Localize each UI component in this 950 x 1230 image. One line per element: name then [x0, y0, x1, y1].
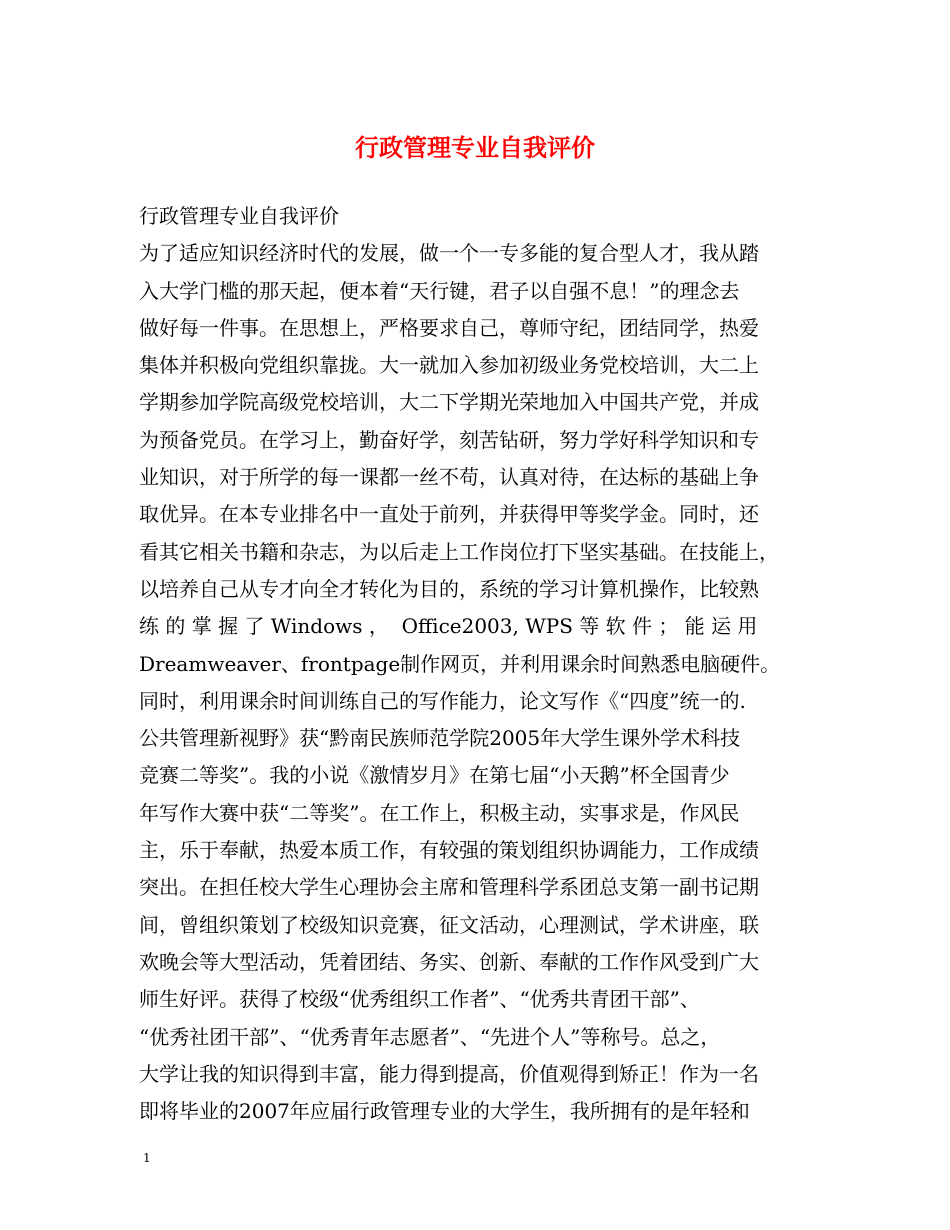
body-line: 为了适应知识经济时代的发展，做一个一专多能的复合型人才，我从踏	[139, 241, 759, 266]
body-line: 看其它相关书籍和杂志，为以后走上工作岗位打下坚实基础。在技能上，	[139, 539, 779, 564]
body-line: 竞赛二等奖”。我的小说《激情岁月》在第七届“小天鹅”杯全国青少	[139, 763, 730, 788]
body-line: 主，乐于奉献，热爱本质工作，有较强的策划组织协调能力，工作成绩	[139, 838, 759, 863]
body-line: 练 的 掌 握 了 Windows ， Office2003, WPS 等 软 件 ； 能 运 用	[139, 614, 758, 639]
body-line: 年写作大赛中获“二等奖”。在工作上，积极主动，实事求是，作风民	[139, 800, 740, 825]
document-body	[139, 198, 811, 1130]
body-line: 师生好评。获得了校级“优秀组织工作者”、“优秀共青团干部”、	[139, 987, 700, 1012]
body-line: 公共管理新视野》获“黔南民族师范学院2005年大学生课外学术科技	[139, 726, 741, 751]
body-line: 学期参加学院高级党校培训，大二下学期光荣地加入中国共产党，并成	[139, 390, 759, 415]
body-line: “优秀社团干部”、“优秀青年志愿者”、“先进个人”等称号。总之，	[139, 1024, 721, 1049]
body-line: 欢晚会等大型活动，凭着团结、务实、创新、奉献的工作作风受到广大	[139, 949, 759, 974]
body-line: 行政管理专业自我评价	[139, 204, 339, 228]
body-line: 大学让我的知识得到丰富，能力得到提高，价值观得到矫正！作为一名	[139, 1061, 759, 1086]
body-line: 以培养自己从专才向全才转化为目的，系统的学习计算机操作，比较熟	[139, 576, 759, 601]
body-line: Dreamweaver、frontpage制作网页，并利用课余时间熟悉电脑硬件。	[139, 651, 781, 676]
body-line: 突出。在担任校大学生心理协会主席和管理科学系团总支第一副书记期	[139, 875, 759, 900]
body-line: 入大学门槛的那天起，便本着“天行键，君子以自强不息！”的理念去	[139, 278, 740, 303]
body-line: 做好每一件事。在思想上，严格要求自己，尊师守纪，团结同学，热爱	[139, 315, 759, 340]
body-line: 同时，利用课余时间训练自己的写作能力，论文写作《“四度”统一的.	[139, 688, 746, 713]
document-title: 行政管理专业自我评价	[355, 133, 595, 162]
body-line: 取优异。在本专业排名中一直处于前列，并获得甲等奖学金。同时，还	[139, 502, 759, 527]
page-number: 1	[143, 1151, 151, 1165]
body-line: 集体并积极向党组织靠拢。大一就加入参加初级业务党校培训，大二上	[139, 353, 759, 378]
body-line: 间，曾组织策划了校级知识竞赛，征文活动，心理测试，学术讲座，联	[139, 912, 759, 937]
body-line: 业知识，对于所学的每一课都一丝不苟，认真对待，在达标的基础上争	[139, 465, 759, 490]
body-line: 为预备党员。在学习上，勤奋好学，刻苦钻研，努力学好科学知识和专	[139, 427, 759, 452]
body-line: 即将毕业的2007年应届行政管理专业的大学生，我所拥有的是年轻和	[139, 1099, 750, 1124]
